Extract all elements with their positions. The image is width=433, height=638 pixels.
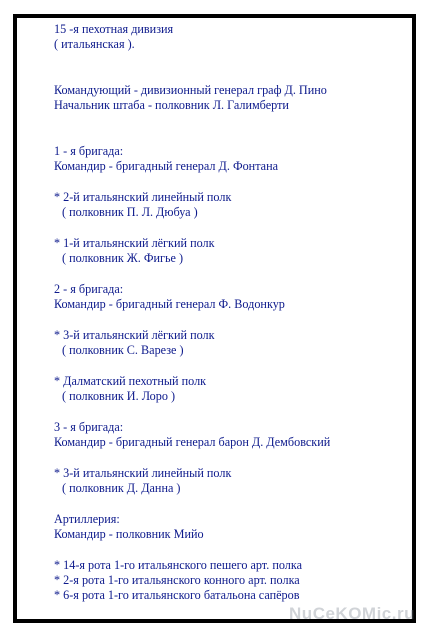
brigade3-commander: Командир - бригадный генерал барон Д. Дембовский <box>54 435 331 449</box>
brigade2-title: 2 - я бригада: <box>54 282 124 296</box>
artillery-commander: Командир - полковник Мийо <box>54 527 204 541</box>
brigade2-unit1-colonel: ( полковник С. Варезе ) <box>62 343 184 357</box>
brigade2-unit1-name: * 3-й итальянский лёгкий полк <box>54 328 215 342</box>
division-subtitle: ( итальянская ). <box>54 37 135 51</box>
division-title: 15 -я пехотная дивизия <box>54 22 174 36</box>
brigade3-title: 3 - я бригада: <box>54 420 124 434</box>
watermark-text: NuCeKOMic.ru <box>289 604 415 623</box>
brigade2-unit2-colonel: ( полковник И. Лоро ) <box>62 389 176 403</box>
brigade2-commander: Командир - бригадный генерал Ф. Водонкур <box>54 297 285 311</box>
artillery-item-2: * 2-я рота 1-го итальянского конного арт. полка <box>54 573 300 587</box>
brigade1-commander: Командир - бригадный генерал Д. Фонтана <box>54 159 279 173</box>
brigade3-unit1-name: * 3-й итальянский линейный полк <box>54 466 232 480</box>
brigade1-unit2-colonel: ( полковник Ж. Фигье ) <box>62 251 184 265</box>
document-body <box>54 22 404 603</box>
chief-of-staff: Начальник штаба - полковник Л. Галимберти <box>54 98 289 112</box>
brigade1-title: 1 - я бригада: <box>54 144 124 158</box>
brigade2-unit2-name: * Далматский пехотный полк <box>54 374 207 388</box>
brigade3-unit1-colonel: ( полковник Д. Данна ) <box>62 481 181 495</box>
division-commander: Командующий - дивизионный генерал граф Д. Пино <box>54 83 327 97</box>
brigade1-unit2-name: * 1-й итальянский лёгкий полк <box>54 236 215 250</box>
artillery-item-1: * 14-я рота 1-го итальянского пешего арт. полка <box>54 558 302 572</box>
brigade1-unit1-colonel: ( полковник П. Л. Дюбуа ) <box>62 205 198 219</box>
brigade1-unit1-name: * 2-й итальянский линейный полк <box>54 190 232 204</box>
artillery-title: Артиллерия: <box>54 512 120 526</box>
artillery-item-3: * 6-я рота 1-го итальянского батальона сапёров <box>54 588 300 602</box>
